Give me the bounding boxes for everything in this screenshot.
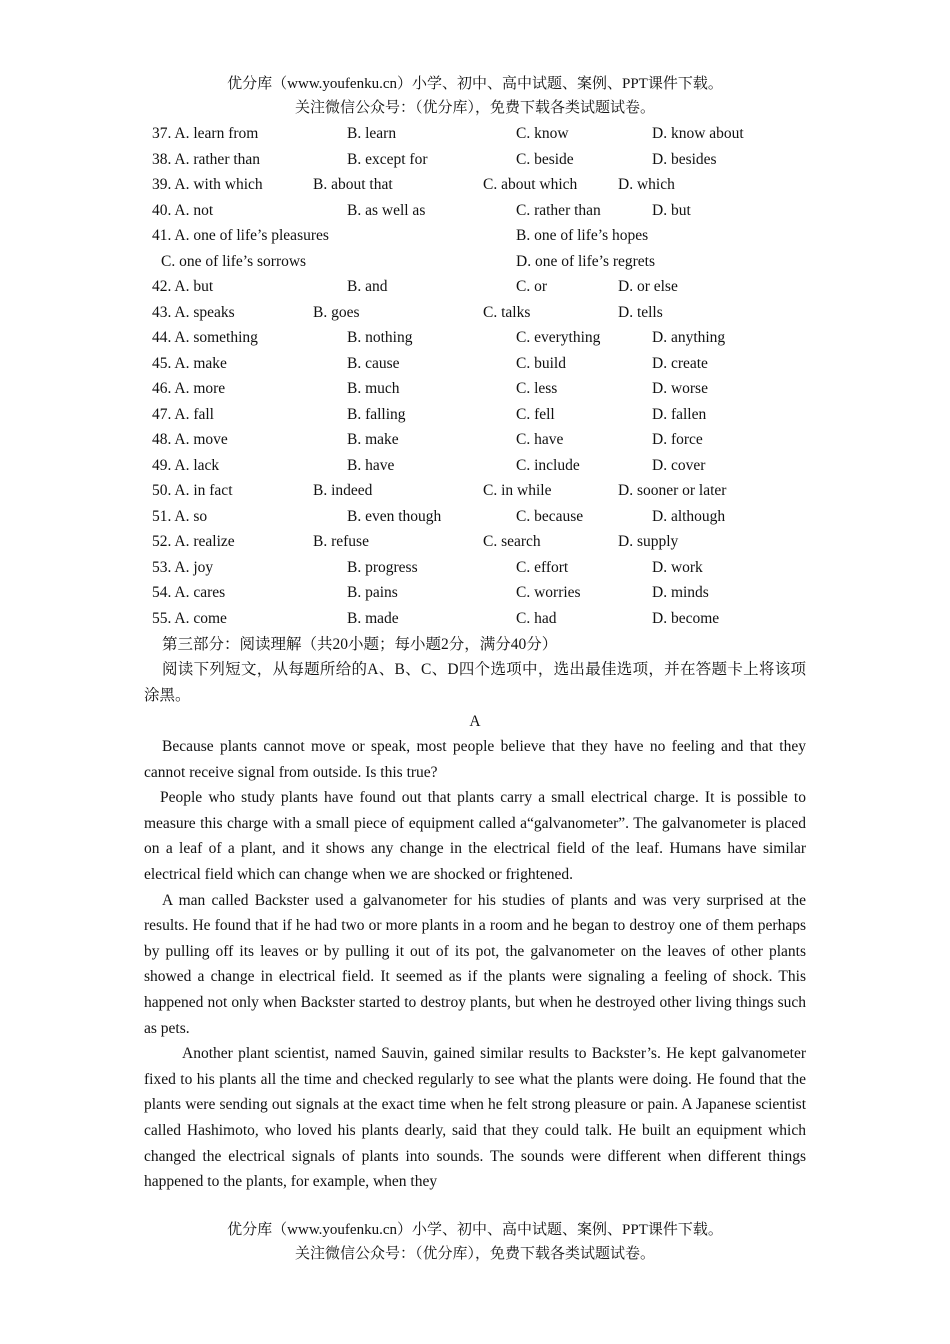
option-row: [0, 249, 950, 275]
option-a: 48. A. move: [152, 431, 228, 448]
option-b: B. cause: [347, 354, 400, 372]
header-line-2: 关注微信公众号：（优分库），免费下载各类试题试卷。: [294, 100, 655, 116]
option-row: [0, 606, 950, 632]
option-b: B. indeed: [313, 482, 373, 499]
passage-paragraph: A man called Backster used a galvanometer for his studies of plants and was very surprised at the results. He found that if he had two or more plants in a room and he began to destroy one of them perhaps by pulling off its leaves or by pulling it out of its pot, the galvanometer on the leaves of other plants showed a change in electrical field. It seemed as if the plants were signaling a feeling of shock. This happened not only when Backster started to destroy plants, but when he destroyed other living things such as pets.: [144, 891, 806, 1037]
option-d: D. create: [652, 354, 708, 372]
option-c: D. one of life’s regrets: [516, 252, 656, 270]
option-b: B. make: [347, 431, 399, 448]
option-c: C. beside: [516, 150, 574, 168]
option-c: C. about which: [483, 176, 578, 193]
option-c: C. had: [516, 609, 557, 627]
option-b: B. falling: [347, 405, 406, 423]
option-c: C. because: [516, 507, 584, 525]
option-a: 51. A. so: [152, 507, 208, 525]
option-c: C. worries: [516, 584, 581, 601]
passage-paragraph: People who study plants have found out that plants carry a small electrical charge. It is possible to measure this charge with a small piece of equipment called a“galvanometer”. The galvanometer is placed on a leaf of a plant, and it shows any change in the electrical field of the leaf. Humans have similar electrical field which can change when we are shocked or frightened.: [144, 789, 806, 883]
option-b: B. about that: [313, 176, 393, 193]
option-row: [0, 555, 950, 581]
option-a: 38. A. rather than: [152, 150, 261, 168]
passage-letter: A: [469, 713, 481, 730]
answer-options-list: [0, 121, 950, 631]
option-d: D. tells: [618, 303, 663, 321]
footer-line-1: 优分库（www.youfenku.cn）小学、初中、高中试题、案例、PPT课件下载。: [227, 1222, 723, 1238]
option-row: [0, 478, 950, 504]
option-b: B. made: [347, 609, 399, 627]
option-b: B. learn: [347, 125, 397, 142]
option-row: [0, 529, 950, 555]
option-a: 46. A. more: [152, 380, 226, 397]
option-a: 41. A. one of life’s pleasures: [152, 227, 329, 244]
option-d: D. force: [652, 431, 703, 448]
option-c: C. talks: [483, 303, 531, 321]
option-row: [0, 274, 950, 300]
option-d: D. fallen: [652, 405, 707, 423]
option-a: C. one of life’s sorrows: [161, 252, 307, 270]
option-a: 49. A. lack: [152, 456, 220, 474]
option-a: 40. A. not: [152, 201, 214, 219]
passage-body: [144, 734, 806, 1195]
footer-line-2: 关注微信公众号：（优分库），免费下载各类试题试卷。: [294, 1246, 655, 1262]
option-a: 45. A. make: [152, 354, 227, 372]
option-row: [0, 427, 950, 453]
option-c: B. one of life’s hopes: [516, 227, 649, 244]
option-b: B. progress: [347, 558, 418, 576]
option-d: D. supply: [618, 533, 679, 550]
option-c: C. fell: [516, 405, 555, 423]
option-d: D. although: [652, 507, 726, 525]
passage-paragraph: Because plants cannot move or speak, most people believe that they have no feeling and that they cannot receive signal from outside. Is this true?: [144, 738, 806, 781]
option-c: C. effort: [516, 558, 569, 576]
option-d: D. work: [652, 558, 703, 576]
option-b: B. have: [347, 456, 395, 474]
option-row: [0, 121, 950, 147]
option-d: D. besides: [652, 150, 717, 168]
option-b: B. nothing: [347, 329, 413, 346]
option-d: D. minds: [652, 584, 709, 601]
option-c: C. in while: [483, 482, 552, 499]
option-row: [0, 198, 950, 224]
option-d: D. anything: [652, 329, 726, 346]
option-b: B. refuse: [313, 533, 369, 550]
option-d: D. cover: [652, 456, 706, 474]
option-row: [0, 504, 950, 530]
option-a: 52. A. realize: [152, 533, 235, 550]
option-row: [0, 402, 950, 428]
option-d: D. know about: [652, 125, 744, 142]
option-b: B. even though: [347, 507, 442, 525]
option-row: [0, 325, 950, 351]
option-b: B. except for: [347, 150, 428, 168]
option-b: B. goes: [313, 303, 360, 321]
option-row: [0, 147, 950, 173]
option-a: 42. A. but: [152, 278, 214, 295]
option-a: 39. A. with which: [152, 176, 263, 193]
option-b: B. pains: [347, 584, 398, 601]
option-c: C. rather than: [516, 201, 601, 219]
option-c: C. build: [516, 354, 566, 372]
option-a: 50. A. in fact: [152, 482, 233, 499]
option-d: D. sooner or later: [618, 482, 727, 499]
option-a: 44. A. something: [152, 329, 258, 346]
option-c: C. everything: [516, 329, 601, 346]
option-c: C. include: [516, 456, 580, 474]
option-row: [0, 453, 950, 479]
option-b: B. much: [347, 380, 400, 397]
option-c: C. or: [516, 278, 547, 295]
option-a: 55. A. come: [152, 609, 227, 627]
option-row: [0, 223, 950, 249]
option-a: 47. A. fall: [152, 405, 214, 423]
option-c: C. search: [483, 533, 541, 550]
option-row: [0, 376, 950, 402]
section-instruction: 阅读下列短文，从每题所给的A、B、C、D四个选项中，选出最佳选项，并在答题卡上将该项涂黑。: [144, 661, 806, 704]
option-d: D. which: [618, 176, 675, 193]
option-b: B. and: [347, 278, 388, 295]
option-d: D. worse: [652, 380, 708, 397]
option-d: D. but: [652, 201, 691, 219]
option-row: [0, 300, 950, 326]
option-d: D. or else: [618, 278, 678, 295]
section-title: 第三部分：阅读理解（共20小题；每小题2分，满分40分）: [162, 636, 558, 653]
option-row: [0, 580, 950, 606]
option-a: 43. A. speaks: [152, 303, 235, 321]
option-b: B. as well as: [347, 201, 426, 219]
option-a: 53. A. joy: [152, 558, 214, 576]
option-row: [0, 172, 950, 198]
option-c: C. know: [516, 125, 569, 142]
option-a: 37. A. learn from: [152, 125, 259, 142]
option-a: 54. A. cares: [152, 584, 226, 601]
option-row: [0, 351, 950, 377]
option-d: D. become: [652, 609, 720, 627]
header-line-1: 优分库（www.youfenku.cn）小学、初中、高中试题、案例、PPT课件下载。: [227, 76, 723, 92]
passage-paragraph: Another plant scientist, named Sauvin, gained similar results to Backster’s. He kept galvanometer fixed to his plants all the time and checked regularly to see what the plants were doing. He found that the plants were sending out signals at the exact time when he felt strong pleasure or pain. A Japanese scientist called Hashimoto, who loved his plants dearly, said that they could talk. He built an equipment which changed the electrical signals of plants into sounds. The sounds were different when different things happened to the plants, for example, when they: [144, 1045, 806, 1191]
option-c: C. have: [516, 431, 564, 448]
option-c: C. less: [516, 380, 558, 397]
page-header: [0, 72, 950, 120]
page-footer: [0, 1218, 950, 1266]
